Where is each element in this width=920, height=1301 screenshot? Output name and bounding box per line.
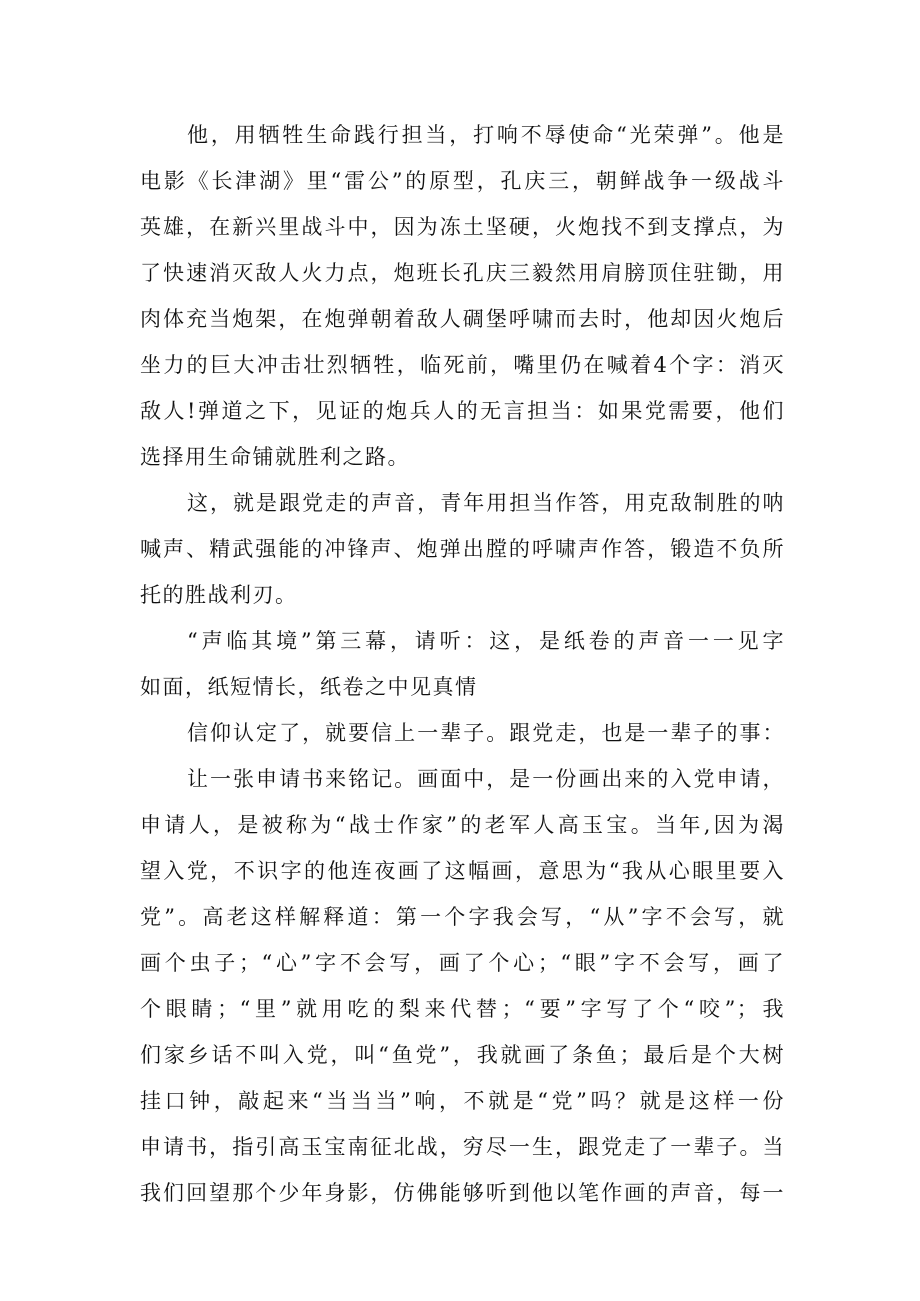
text-line: 他，用牺牲生命践行担当，打响不辱使命“光荣弹”。他是 <box>187 123 785 147</box>
text-line: 敌人!弹道之下，见证的炮兵人的无言担当：如果党需要，他们 <box>140 399 785 423</box>
paragraph-third-act-heading <box>140 618 785 710</box>
text-line: 画个虫子；“心”字不会写，画了个心；“眼”字不会写，画了 <box>140 951 785 975</box>
text-line: 申请书，指引高玉宝南征北战，穷尽一生，跟党走了一辈子。当 <box>140 1135 785 1159</box>
text-line: 肉体充当炮架，在炮弹朝着敌人碉堡呼啸而去时，他却因火炮后 <box>140 307 785 331</box>
text-line: 我们回望那个少年身影，仿佛能够听到他以笔作画的声音，每一 <box>140 1181 785 1205</box>
text-line: 了快速消灭敌人火力点，炮班长孔庆三毅然用肩膀顶住驻锄，用 <box>140 261 785 285</box>
text-line: 喊声、精武强能的冲锋声、炮弹出膛的呼啸声作答，锻造不负所 <box>140 537 785 561</box>
paragraph-kong-qingsan <box>140 112 785 480</box>
text-line: 们家乡话不叫入党，叫“鱼党”，我就画了条鱼；最后是个大树 <box>140 1043 785 1067</box>
text-line: 信仰认定了，就要信上一辈子。跟党走，也是一辈子的事： <box>187 721 785 745</box>
paragraph-gao-yubao-application <box>140 756 785 1216</box>
text-line: 让一张申请书来铭记。画面中，是一份画出来的入党申请， <box>187 767 785 791</box>
paragraph-faith-lifetime <box>140 710 785 756</box>
text-line: 坐力的巨大冲击壮烈牺牲，临死前，嘴里仍在喊着4个字：消灭 <box>140 353 785 377</box>
text-line: 英雄，在新兴里战斗中，因为冻土坚硬，火炮找不到支撑点，为 <box>140 215 785 239</box>
text-line: 挂口钟，敲起来“当当当”响，不就是“党”吗？就是这样一份 <box>140 1089 785 1113</box>
text-line: “声临其境”第三幕，请听：这，是纸卷的声音一一见字 <box>187 629 785 653</box>
text-line: 这，就是跟党走的声音，青年用担当作答，用克敌制胜的呐 <box>187 491 785 515</box>
text-line: 如面，纸短情长，纸卷之中见真情 <box>140 675 478 699</box>
text-line: 个眼睛；“里”就用吃的梨来代替；“要”字写了个“咬”；我 <box>140 997 785 1021</box>
text-line: 选择用生命铺就胜利之路。 <box>140 445 410 469</box>
text-line: 电影《长津湖》里“雷公”的原型，孔庆三，朝鲜战争一级战斗 <box>140 169 785 193</box>
text-line: 望入党，不识字的他连夜画了这幅画，意思为“我从心眼里要入 <box>140 859 785 883</box>
text-line: 党”。高老这样解释道：第一个字我会写，“从”字不会写，就 <box>140 905 785 929</box>
paragraph-follow-party-voice <box>140 480 785 618</box>
document-body <box>140 112 785 1216</box>
text-line: 托的胜战利刃。 <box>140 583 298 607</box>
text-line: 申请人，是被称为“战士作家”的老军人高玉宝。当年,因为渴 <box>140 813 785 837</box>
